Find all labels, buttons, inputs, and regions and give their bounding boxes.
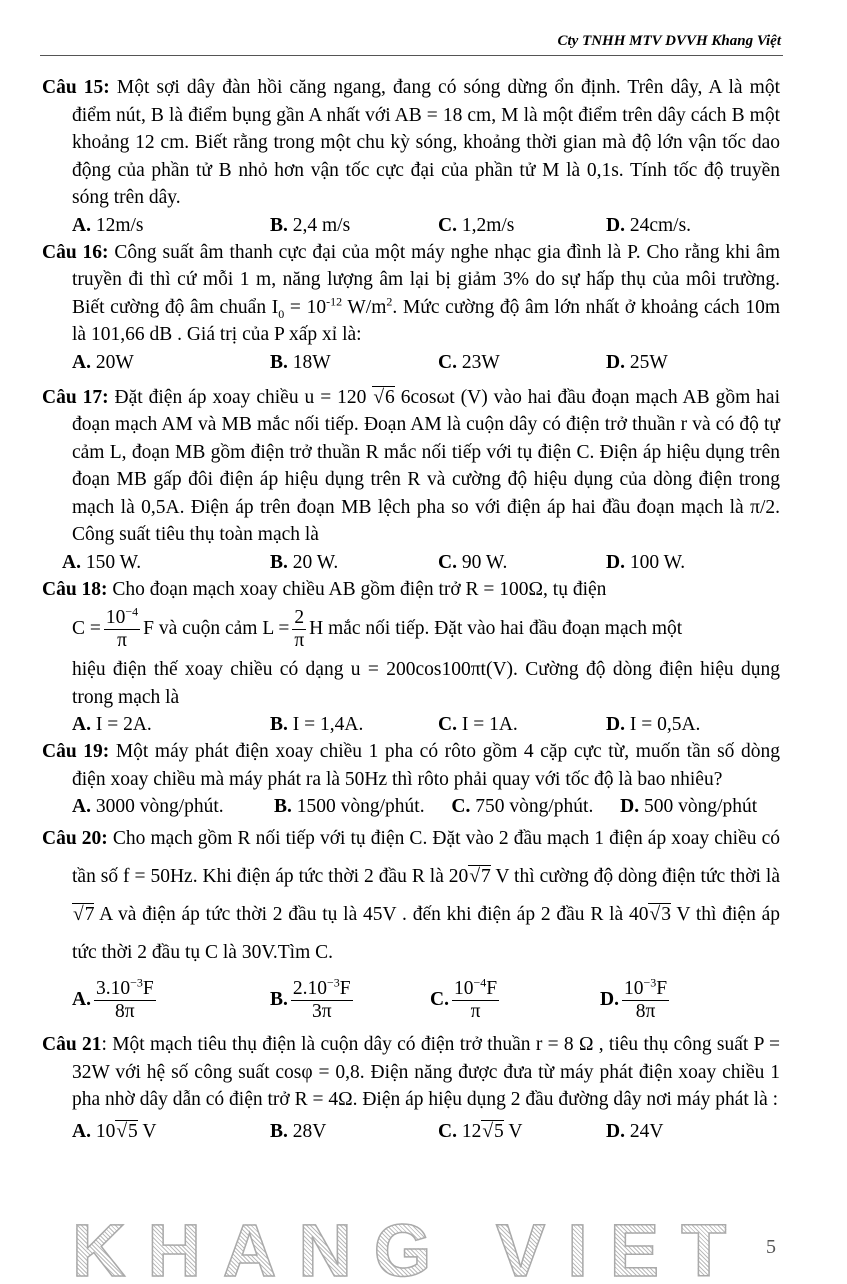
answer-option <box>72 1118 270 1145</box>
exponent: -12 <box>326 294 343 308</box>
text: W/m <box>342 296 387 318</box>
unit: F <box>142 978 154 999</box>
unit: F <box>656 978 668 999</box>
question-text: Một sợi dây đàn hồi căng ngang, đang có sóng dừng ổn định. Trên dây, A là một điểm nút, B là điểm bụng gần A nhất với AB = 18 cm, M là một điểm trên dây cách B một khoảng 12 cm. Biết rằng trong một chu kỳ sóng, khoảng thời gian mà độ lớn vận tốc dao động của phần tử B nhỏ hơn vận tốc cực đại của phần tử M là 0,1s. Tính tốc độ truyền sóng trên dây. <box>72 77 780 208</box>
answer-option <box>606 1118 776 1145</box>
option-text: 25W <box>624 351 668 373</box>
denominator: 8π <box>115 1001 135 1022</box>
option-letter: D. <box>606 351 625 373</box>
denominator: 8π <box>635 1001 656 1022</box>
text: Đặt điện áp xoay chiều u = 120 <box>108 386 373 408</box>
option-letter: B. <box>270 1120 288 1142</box>
option-letter: D. <box>620 796 640 817</box>
question-21 <box>42 1031 780 1114</box>
answer-option <box>270 549 438 576</box>
fraction <box>94 975 156 1023</box>
answer-option <box>438 212 606 239</box>
option-text: 24V <box>624 1120 664 1142</box>
option-text: 2,4 m/s <box>287 214 351 236</box>
numerator: 2 <box>294 607 305 628</box>
option-letter: C. <box>438 551 457 573</box>
exponent: −4 <box>125 604 139 619</box>
option-letter: D. <box>606 214 625 236</box>
answer-option <box>270 349 438 376</box>
option-letter: B. <box>270 988 288 1010</box>
question-19 <box>42 738 780 793</box>
answer-option <box>606 349 776 376</box>
mantissa: 10 <box>623 978 644 999</box>
option-letter: D. <box>606 551 625 573</box>
fraction-c <box>104 604 140 652</box>
answer-option <box>270 975 430 1023</box>
page-number: 5 <box>766 1236 776 1258</box>
denominator: 3π <box>311 1001 332 1022</box>
text: Cho đoạn mạch xoay chiều AB gồm điện trở R = 100Ω, tụ điện <box>107 578 607 600</box>
question-label: Câu 20: <box>42 828 108 849</box>
question-label: Câu 21 <box>42 1034 102 1055</box>
question-20 <box>42 820 780 972</box>
answer-option <box>606 711 776 738</box>
answer-option <box>72 212 270 239</box>
question-label: Câu 19: <box>42 741 110 762</box>
option-letter: A. <box>72 796 91 817</box>
option-letter: A. <box>72 1120 91 1142</box>
option-text: 100 W. <box>624 551 686 573</box>
numerator <box>291 975 353 1001</box>
subscript: 0 <box>278 306 285 321</box>
fraction-l <box>292 607 306 652</box>
sqrt: √ 6 <box>372 386 394 408</box>
fraction <box>452 975 499 1023</box>
question-16 <box>42 239 780 349</box>
text: L = <box>262 617 290 639</box>
text: V thì điện áp tức thời 2 đầu tụ C là 30V.Tìm C. <box>72 904 780 963</box>
options-17 <box>42 549 780 576</box>
option-text: 1,2m/s <box>456 214 515 236</box>
question-label: Câu 18: <box>42 578 108 600</box>
answer-option <box>72 793 270 820</box>
answer-option <box>72 975 270 1023</box>
question-label: Câu 16: <box>42 241 109 263</box>
text: . Mức cường độ âm lớn nhất ở khoảng cách 10m là 101,66 dB . Giá trị của P xấp xỉ là: <box>72 296 781 345</box>
question-label: Câu 17: <box>42 386 109 408</box>
sqrt: √ 7 <box>468 865 490 887</box>
options-18 <box>42 711 780 738</box>
options-15 <box>42 212 780 239</box>
answer-option <box>274 793 447 820</box>
option-letter: D. <box>600 988 619 1010</box>
fraction <box>622 975 669 1023</box>
options-16 <box>42 349 780 376</box>
question-text: Một máy phát điện xoay chiều 1 pha có rôto gồm 4 cặp cực từ, muốn tần số dòng điện xoay chiều mà máy phát ra là 50Hz thì rôto phải quay với tốc độ là bao nhiêu? <box>72 741 780 790</box>
option-text: 90 W. <box>456 551 508 573</box>
option-text: V <box>137 1120 157 1142</box>
questions <box>42 74 780 1145</box>
answer-option <box>72 711 270 738</box>
option-letter: B. <box>270 551 288 573</box>
option-letter: B. <box>270 214 288 236</box>
answer-option <box>438 1118 606 1145</box>
option-text: 750 vòng/phút. <box>470 796 594 817</box>
option-letter: C. <box>438 214 457 236</box>
options-21 <box>42 1118 780 1145</box>
option-text: 150 W. <box>80 551 142 573</box>
numerator <box>94 975 156 1001</box>
question-18-formula-line <box>42 604 780 652</box>
text: 6cosωt (V) vào hai đầu đoạn mạch AB gồm hai đoạn mạch AM và MB mắc nối tiếp. Đoạn AM là cuộn dây có điện trở thuần r và có độ tự cảm L, đoạn MB gồm điện trở thuần R mắc nối tiếp với tụ điện C. Điện áp hiệu dụng trên đoạn MB gấp đôi điện áp hiệu dụng trên R và cường độ hiệu dụng của dòng điện trong mạch là 0,5A. Điện áp trên đoạn MB lệch pha so với điện áp hai đầu đoạn mạch là π/2. Công suất tiêu thụ toàn mạch là <box>72 386 780 545</box>
options-20 <box>42 975 780 1023</box>
text: Cho mạch gồm R nối tiếp với tụ điện C. Đặt vào 2 đầu mạch 1 điện áp xoay chiều có tần số f = 50Hz. Khi điện áp tức thời 2 đầu R là 20 <box>72 828 780 887</box>
option-text: 24cm/s. <box>624 214 692 236</box>
answer-option <box>438 349 606 376</box>
mantissa: 2.10 <box>292 978 328 999</box>
option-letter: C. <box>451 796 471 817</box>
option-text: 20W <box>90 351 134 373</box>
khang-viet-watermark: KHANG VIET <box>72 1208 748 1284</box>
option-letter: B. <box>274 796 292 817</box>
text: H mắc nối tiếp. Đặt vào hai đầu đoạn mạch một <box>309 617 683 639</box>
option-letter: C. <box>430 988 449 1010</box>
answer-option <box>606 549 776 576</box>
option-text: 12 <box>456 1120 482 1142</box>
option-text: I = 1A. <box>456 714 518 735</box>
sqrt: √ 7 <box>72 903 94 925</box>
sqrt: √ 5 <box>481 1120 503 1142</box>
question-15 <box>42 74 780 212</box>
option-letter: A. <box>62 551 81 573</box>
option-letter: B. <box>270 714 288 735</box>
text: C = <box>72 617 101 639</box>
option-text: 12m/s <box>90 214 144 236</box>
option-text: V <box>503 1120 523 1142</box>
answer-option <box>600 975 770 1023</box>
question-18-cont: hiệu điện thế xoay chiều có dạng u = 200cos100πt(V). Cường độ dòng điện hiệu dụng trong mạch là <box>72 659 780 708</box>
exponent: −3 <box>327 975 340 990</box>
publisher-header: Cty TNHH MTV DVVH Khang Việt <box>557 33 781 49</box>
answer-option <box>270 212 438 239</box>
question-17 <box>42 384 780 549</box>
option-text: 1500 vòng/phút. <box>291 796 425 817</box>
mantissa: 3.10 <box>95 978 131 999</box>
exponent: −4 <box>473 975 487 990</box>
option-text: 28V <box>287 1120 327 1142</box>
option-letter: C. <box>438 1120 457 1142</box>
fraction <box>291 975 353 1023</box>
option-letter: D. <box>606 1120 625 1142</box>
option-text: 3000 vòng/phút. <box>90 796 224 817</box>
answer-option <box>270 1118 438 1145</box>
option-text: 18W <box>287 351 331 373</box>
options-19 <box>42 793 780 820</box>
answer-option <box>620 793 780 820</box>
answer-option <box>606 212 776 239</box>
option-letter: D. <box>606 714 625 735</box>
answer-option <box>72 349 270 376</box>
option-text: 500 vòng/phút <box>639 796 758 817</box>
numerator: 10 <box>105 607 126 628</box>
denominator: π <box>470 1001 481 1022</box>
question-label: Câu 15: <box>42 77 110 98</box>
answer-option <box>438 711 606 738</box>
sqrt: √ 3 <box>648 903 670 925</box>
numerator <box>452 975 499 1001</box>
answer-option <box>451 793 616 820</box>
option-letter: A. <box>72 214 91 236</box>
numerator <box>622 975 669 1001</box>
answer-option <box>438 549 606 576</box>
question-text: : Một mạch tiêu thụ điện là cuộn dây có điện trở thuần r = 8 Ω , tiêu thụ công suất P = 32W với hệ số công suất cosφ = 0,8. Điện năng được đưa từ máy phát điện xoay chiều 1 pha nhờ dây dẫn có điện trở R = 4Ω. Điện áp hiệu dụng 2 đầu đường dây nơi máy phát là : <box>72 1034 780 1110</box>
option-text: I = 1,4A. <box>287 714 364 735</box>
denominator: π <box>117 630 127 651</box>
option-letter: B. <box>270 351 288 373</box>
exponent: 2 <box>386 294 393 308</box>
option-text: 20 W. <box>287 551 339 573</box>
unit: F <box>486 978 498 999</box>
option-letter: C. <box>438 714 457 735</box>
sqrt: √ 5 <box>115 1120 137 1142</box>
text: F và cuộn cảm <box>143 617 258 639</box>
text: = 10 <box>284 296 327 318</box>
option-letter: A. <box>72 988 91 1010</box>
question-18 <box>42 576 780 604</box>
option-text: 10 <box>90 1120 116 1142</box>
option-text: I = 2A. <box>90 714 152 735</box>
mantissa: 10 <box>453 978 474 999</box>
unit: F <box>339 978 351 999</box>
exponent: −3 <box>643 975 657 990</box>
answer-option <box>270 711 438 738</box>
text: Công suất âm thanh cực đại của một máy nghe nhạc gia đình là P. Cho rằng khi âm truyền đi thì cứ mỗi 1 m, năng lượng âm lại bị giảm 3% do sự hấp thụ của môi trường. Biết cường độ âm chuẩn I <box>72 241 781 318</box>
text: A và điện áp tức thời 2 đầu tụ là 45V . đến khi điện áp 2 đầu R là 40 <box>94 904 649 925</box>
exponent: −3 <box>130 975 143 990</box>
option-letter: A. <box>72 351 91 373</box>
text: V thì cường độ dòng điện tức thời là <box>490 866 780 887</box>
option-text: 23W <box>456 351 500 373</box>
answer-option <box>62 549 270 576</box>
option-letter: C. <box>438 351 457 373</box>
option-letter: A. <box>72 714 91 735</box>
denominator: π <box>294 630 305 651</box>
answer-option <box>430 975 600 1023</box>
option-text: I = 0,5A. <box>624 714 701 735</box>
header-rule <box>40 55 783 56</box>
